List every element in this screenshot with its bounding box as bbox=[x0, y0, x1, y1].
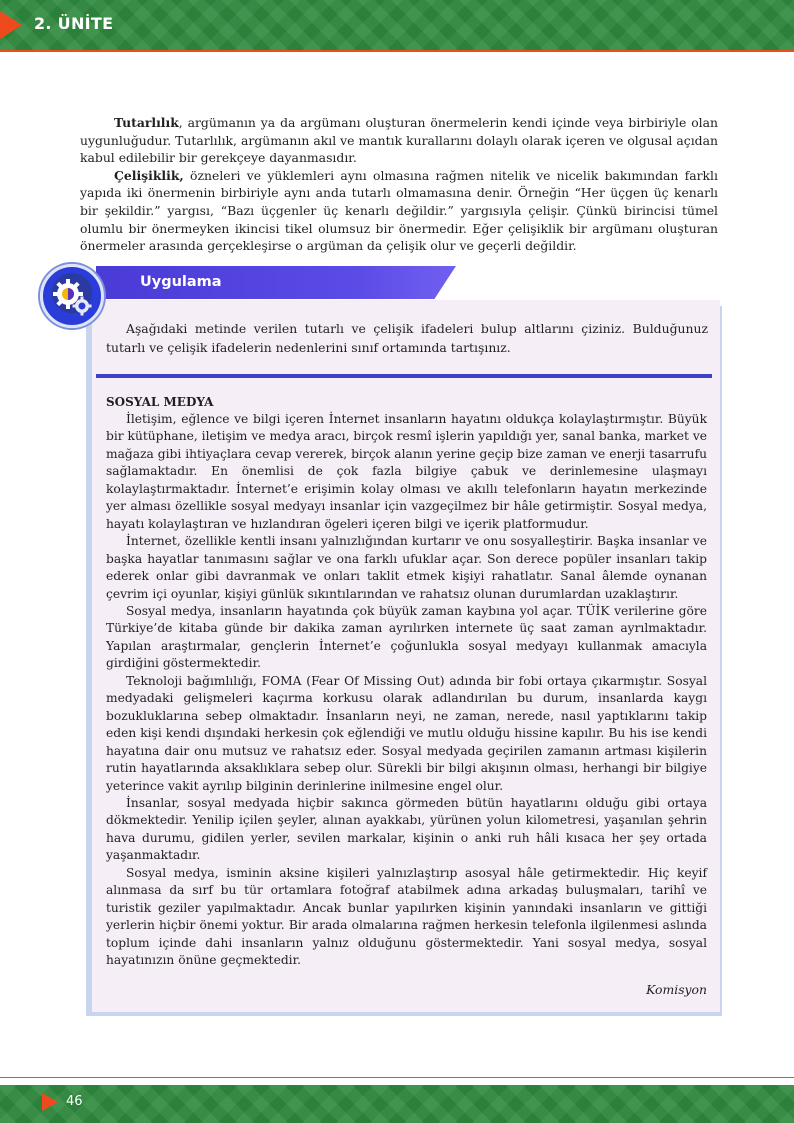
article-paragraph: İnsanlar, sosyal medyada hiçbir sakınca görmeden bütün hayatlarını olduğu gibi ortaya dökmektedir. Yenilip içilen şeyler, alınan ayakkabı, yürünen yolun kilometresi, yaşanılan şehrin hava durumu, gidilen yerler, sevilen markalar, kişinin o anki ruh hâli kısaca her şey ortada yaşanmaktadır. bbox=[106, 795, 707, 863]
application-title: Uygulama bbox=[140, 274, 222, 290]
consistency-paragraph bbox=[80, 114, 718, 167]
gears-icon bbox=[40, 264, 104, 328]
intro-section bbox=[80, 114, 718, 255]
consistency-term: Tutarlılık bbox=[114, 115, 179, 130]
article-source: Komisyon bbox=[646, 982, 707, 997]
page-number: 46 bbox=[66, 1094, 83, 1109]
article-paragraph: Sosyal medya, insanların hayatında çok büyük zaman kaybına yol açar. TÜİK verilerine göre Türkiye’de kitaba günde bir dakika zaman ayrılırken internete üç saat zaman ayrılmaktadır. Yapılan araştırmalar, gençlerin İnternet’e çoğunlukla sosyal medyayı kullanmak amacıyla girdiğini göstermektedir. bbox=[106, 603, 707, 671]
article-heading: SOSYAL MEDYA bbox=[106, 395, 214, 409]
article-paragraph: Sosyal medya, isminin aksine kişileri yalnızlaştırıp asosyal hâle getirmektedir. Hiç keyif alınmasa da sırf bu tür ortamlara fotoğraf atabilmek adına arkadaş buluşmaları, tarihî ve turistik geziler yapılmaktadır. Ancak bunlar yapılırken kişinin yanındaki insanların ve gittiği yerlerin hiçbir önemi yoktur. Bir arada olmalarına rağmen herkesin telefonla ilgilenmesi aslında toplum içinde dahi insanların yalnız olduğunu göstermektedir. Yani sosyal medya, sosyal hayatınızın önüne geçmektedir. bbox=[106, 865, 707, 968]
article-paragraph: İnternet, özellikle kentli insanı yalnızlığından kurtarır ve onu sosyalleştirir. Başka insanlar ve başka hayatlar tanımasını sağlar ve ona farklı ufuklar açar. Son derece popüler insanları takip ederek onlar gibi davranmak ve onları taklit etmek kişiyi rahatlatır. Sanal âlemde oynanan çevrim içi oyunlar, kişiyi günlük sıkıntılarından ve rahatsız olunan durumlardan uzaklaştırır. bbox=[106, 534, 707, 601]
consistency-text: , argümanın ya da argümanı oluşturan önermelerin kendi içinde veya birbiriyle olan uygunluğudur. Tutarlılık, argümanın akıl ve mantık kurallarını dolaylı olarak içeren ve olgusal açıdan kabul edilebilir bir gerekçeye dayanmasıdır. bbox=[80, 115, 718, 166]
footer-band bbox=[0, 1085, 794, 1123]
article-paragraph: Teknoloji bağımlılığı, FOMA (Fear Of Missing Out) adında bir fobi ortaya çıkarmıştır. Sosyal medyadaki gelişmeleri kaçırma korkusu olarak adlandırılan bu durum, insanlarda kaygı bozukluklarına sebep olmaktadır. İnsanların neyi, ne zaman, nerede, nasıl yaptıklarını takip eden kişi kendi dışındaki herkesin çok eğlendiği ve mutlu olduğu hissine kapılır. Bu his ise kendi hayatına dair onu mutsuz ve rahatsız eder. Sosyal medyada geçirilen zamanın artması kişilerin rutin hayatlarında aksaklıklara sebep olur. Sürekli bir bilgi akışının olması, herhangi bir bilgiye yeterince vakit ayrılıp bilginin derinlerine inilmesine engel olur. bbox=[106, 673, 707, 793]
application-instructions bbox=[106, 320, 708, 358]
header-arrow-icon bbox=[0, 11, 22, 39]
header-divider bbox=[0, 50, 794, 52]
header-band bbox=[0, 0, 794, 50]
footer-divider bbox=[0, 1077, 794, 1078]
contradiction-paragraph bbox=[80, 167, 718, 255]
contradiction-text: özneleri ve yüklemleri aynı olmasına rağmen nitelik ve nicelik bakımından farklı yapıda iki önermenin birbiriyle aynı anda tutarlı olmamasına denir. Örneğin “Her üçgen üç kenarlı bir şekildir.” yargısı, “Bazı üçgenler üç kenarlı değildir.” yargısıyla çelişir. Çünkü birincisi tümel olumlu bir önermeyken ikincisi tikel olumsuz bir önermedir. Eğer çelişiklik bir argümanı oluşturan önermeler arasında gerçekleşirse o argüman da çelişik olur ve geçerli değildir. bbox=[80, 167, 718, 254]
instructions-text: Aşağıdaki metinde verilen tutarlı ve çelişik ifadeleri bulup altlarını çiziniz. Bulduğunuz tutarlı ve çelişik ifadelerin nedenlerini sınıf ortamında tartışınız. bbox=[106, 321, 708, 355]
article-paragraph: İletişim, eğlence ve bilgi içeren İnternet insanların hayatını oldukça kolaylaştırmıştır. Büyük bir kütüphane, iletişim ve medya aracı, birçok resmî işlerin yapıldığı yer, sanal banka, market ve mağaza gibi ihtiyaçlara cevap vererek, birçok alanın yerine geçip bize zaman ve enerji tasarrufu sağlamaktadır. En önemlisi de çok fazla bilgiye çabuk ve derinlemesine ulaşmayı kolaylaştırmaktadır. İnternet’e erişimin kolay olması ve akıllı telefonların hayatın merkezinde yer alması özellikle sosyal medyayı insanlar için vazgeçilmez bir hâle getirmiştir. Sosyal medya, hayatı kolaylaştıran ve hızlandıran ögeleri içeren bilgi ve içerik platformudur. bbox=[106, 412, 707, 531]
application-divider bbox=[96, 374, 712, 378]
article bbox=[106, 394, 707, 970]
unit-title: 2. ÜNİTE bbox=[34, 14, 114, 33]
footer-arrow-icon bbox=[42, 1093, 58, 1111]
contradiction-term: Çelişiklik, bbox=[114, 167, 184, 183]
